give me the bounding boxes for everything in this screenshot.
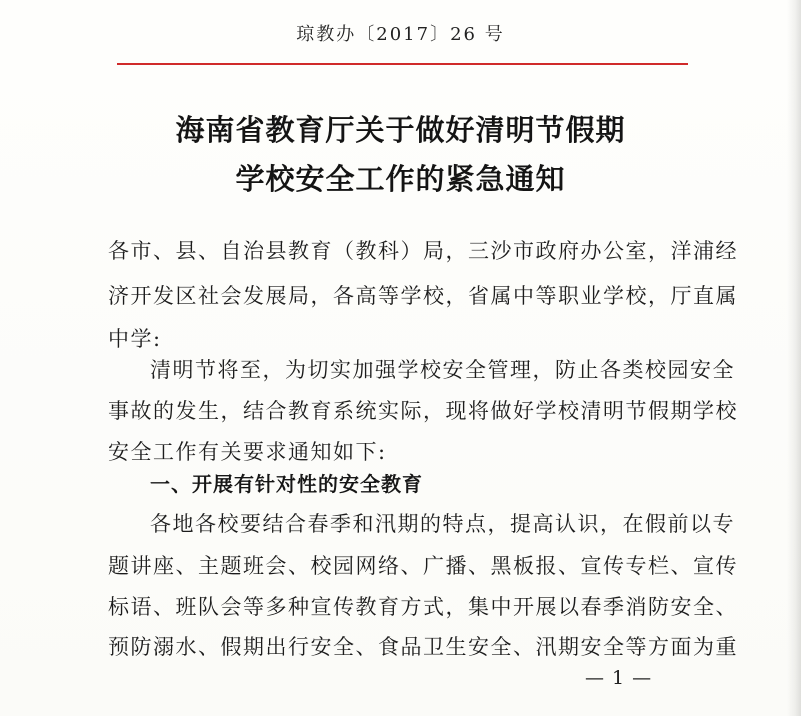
document-number: 琼教办〔2017〕26 号: [296, 24, 505, 45]
intro-line-2: 事故的发生，结合教育系统实际，现将做好学校清明节假期学校: [108, 399, 738, 423]
page-number: — 1 —: [585, 667, 653, 689]
addressee-line-2: 济开发区社会发展局，各高等学校，省属中等职业学校，厅直属: [108, 284, 738, 308]
intro-line-1: 清明节将至，为切实加强学校安全管理，防止各类校园安全: [150, 358, 735, 382]
section-1-line-2: 题讲座、主题班会、校园网络、广播、黑板报、宣传专栏、宣传: [108, 554, 738, 578]
title-line-1: 海南省教育厅关于做好清明节假期: [175, 113, 626, 147]
red-separator-rule: [117, 63, 688, 65]
intro-line-3: 安全工作有关要求通知如下:: [108, 440, 387, 464]
section-1-line-3: 标语、班队会等多种宣传教育方式，集中开展以春季消防安全、: [108, 595, 738, 619]
addressee-line-1: 各市、县、自治县教育（教科）局，三沙市政府办公室，洋浦经: [108, 239, 738, 263]
section-1-line-4: 预防溺水、假期出行安全、食品卫生安全、汛期安全等方面为重: [108, 635, 738, 659]
section-1-heading: 一、开展有针对性的安全教育: [150, 472, 423, 496]
addressee-line-3: 中学:: [108, 327, 162, 351]
title-line-2: 学校安全工作的紧急通知: [235, 162, 566, 196]
section-1-line-1: 各地各校要结合春季和汛期的特点，提高认识，在假前以专: [150, 512, 735, 536]
